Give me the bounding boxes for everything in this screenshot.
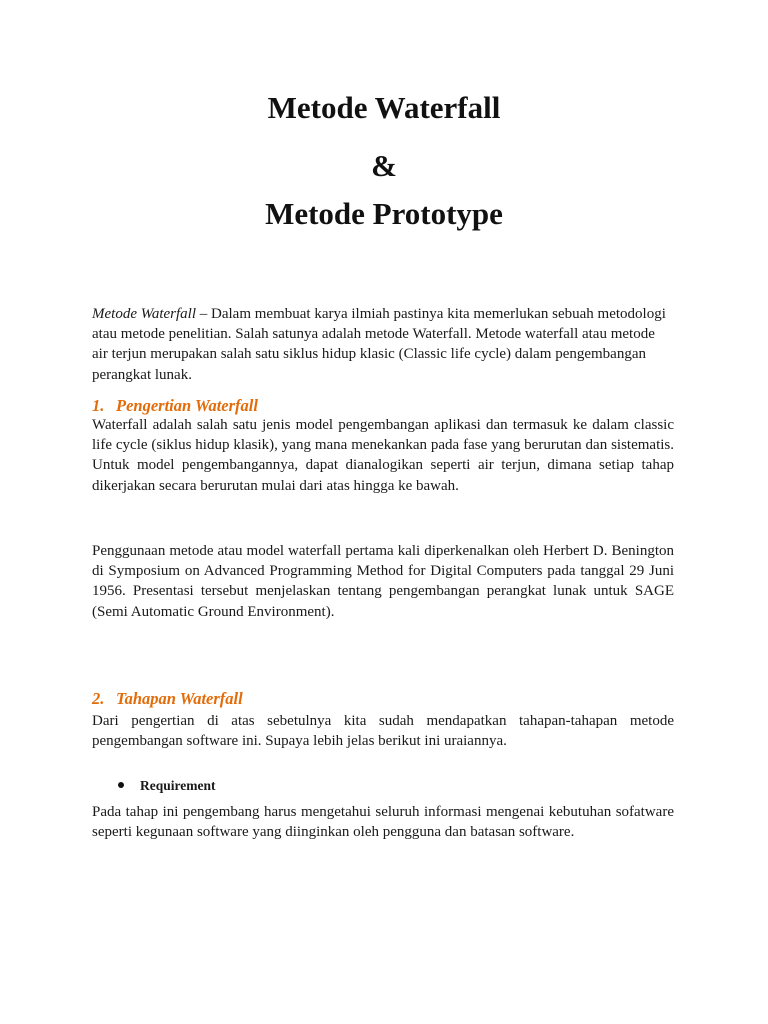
document-title-line-2: Metode Prototype <box>265 196 503 231</box>
document-title-ampersand: & <box>371 148 397 183</box>
intro-text: – Dalam membuat karya ilmiah pastinya kita memerlukan sebuah metodologi atau metode penelitian. Salah satunya adalah metode Waterfall. Metode waterfall atau metode air terjun merupakan salah satu siklus hidup klasic (Classic life cycle) dalam pengembangan perangkat lunak. <box>92 306 666 383</box>
tahapan-paragraph: Dari pengertian di atas sebetulnya kita sudah mendapatkan tahapan-tahapan metode pengembangan software ini. Supaya lebih jelas berikut ini uraiannya. <box>92 713 674 750</box>
document-title-line-1: Metode Waterfall <box>267 90 501 125</box>
intro-paragraph <box>92 304 674 385</box>
section-heading-text: Tahapan Waterfall <box>116 689 243 708</box>
requirement-paragraph: Pada tahap ini pengembang harus mengetahui seluruh informasi mengenai kebutuhan sofatware seperti kegunaan software yang diinginkan oleh pengguna dan batasan software. <box>92 804 674 841</box>
intro-lead-term: Metode Waterfall <box>92 306 197 322</box>
section-number: 2. <box>92 689 105 708</box>
section-number: 1. <box>92 396 105 415</box>
section-heading-tahapan <box>92 688 243 710</box>
bullet-list-item <box>118 776 216 796</box>
section-heading-pengertian <box>92 395 258 417</box>
pengertian-paragraph-1: Waterfall adalah salah satu jenis model pengembangan aplikasi dan termasuk ke dalam classic life cycle (siklus hidup klasik), yang mana menekankan pada fase yang berurutan dan sistematis. Untuk model pengembangannya, dapat dianalogikan seperti air terjun, dimana setiap tahap dikerjakan secara berurutan mulai dari atas hingga ke bawah. <box>92 417 674 494</box>
pengertian-paragraph-2: Penggunaan metode atau model waterfall pertama kali diperkenalkan oleh Herbert D. Benington di Symposium on Advanced Programming Method for Digital Computers pada tanggal 29 Juni 1956. Presentasi tersebut menjelaskan tentang pengembangan perangkat lunak untuk SAGE (Semi Automatic Ground Environment). <box>92 543 674 620</box>
bullet-icon <box>118 782 124 788</box>
bullet-label: Requirement <box>140 778 216 793</box>
section-heading-text: Pengertian Waterfall <box>116 396 258 415</box>
